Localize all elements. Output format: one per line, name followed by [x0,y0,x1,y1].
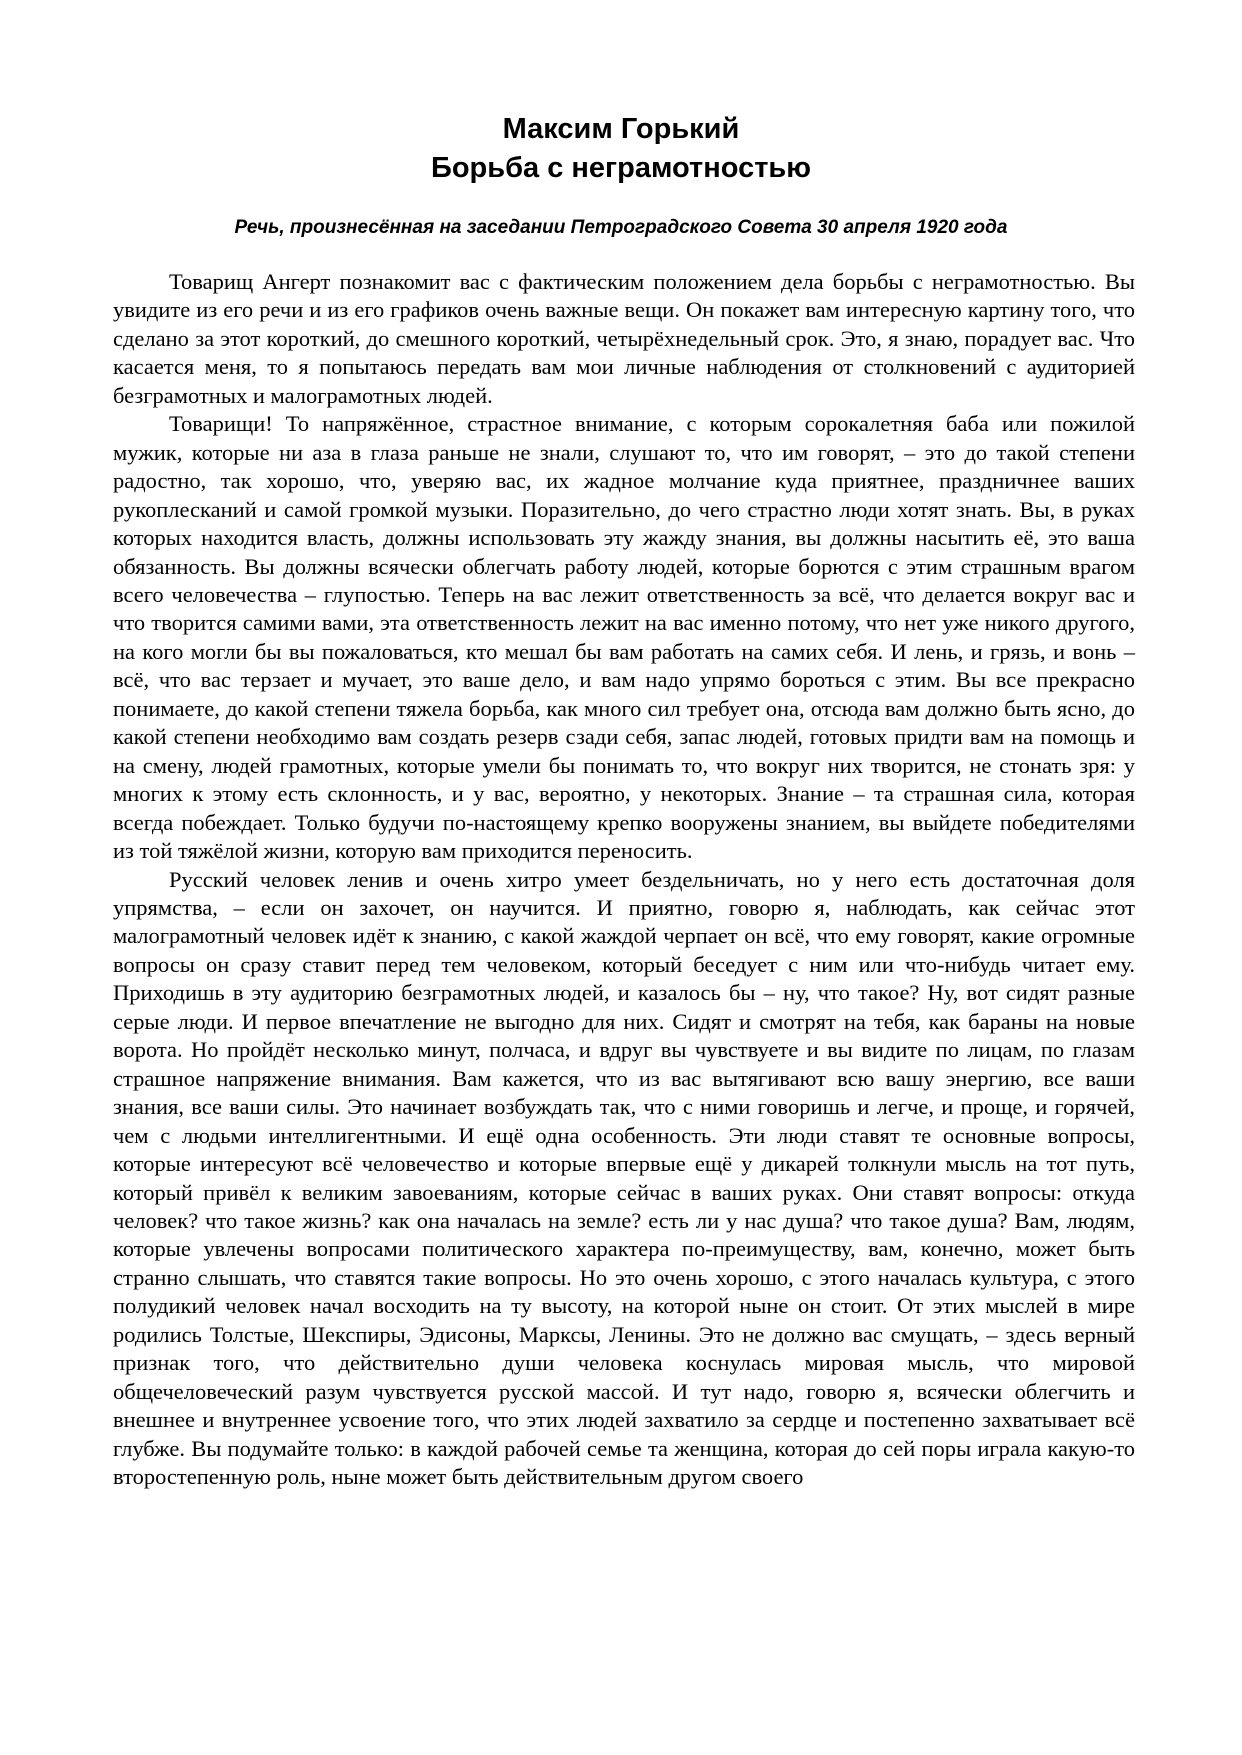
author-name: Максим Горький [502,113,740,145]
document-body [113,268,1135,1491]
paragraph-3: Русский человек ленив и очень хитро умеет бездельничать, но у него есть достаточная доля упрямства, – если он захочет, он научится. И приятно, говорю я, наблюдать, как сейчас этот малограмотный человек идёт к знанию, с какой жаждой черпает он всё, что ему говорят, какие огромные вопросы он сразу ставит перед тем человеком, который беседует с ним или что-нибудь читает ему. Приходишь в эту аудиторию безграмотных людей, и казалось бы – ну, что такое? Ну, вот сидят разные серые люди. И первое впечатление не выгодно для них. Сидят и смотрят на тебя, как бараны на новые ворота. Но пройдёт несколько минут, полчаса, и вдруг вы чувствуете и вы видите по лицам, по глазам страшное напряжение внимания. Вам кажется, что из вас вытягивают всю вашу энергию, все ваши знания, все ваши силы. Это начинает возбуждать так, что с ними говоришь и легче, и проще, и горячей, чем с людьми интеллигентными. И ещё одна особенность. Эти люди ставят те основные вопросы, которые интересуют всё человечество и которые впервые ещё у дикарей толкнули мысль на тот путь, который привёл к великим завоеваниям, которые сейчас в ваших руках. Они ставят вопросы: откуда человек? что такое жизнь? как она началась на земле? есть ли у нас душа? что такое душа? Вам, людям, которые увлечены вопросами политического характера по-преимуществу, вам, конечно, может быть странно слышать, что ставятся такие вопросы. Но это очень хорошо, с этого началась культура, с этого полудикий человек начал восходить на ту высоту, на которой ныне он стоит. От этих мыслей в мире родились Толстые, Шекспиры, Эдисоны, Марксы, Ленины. Это не должно вас смущать, – здесь верный признак того, что действительно души человека коснулась мировая мысль, что мировой общечеловеческий разум чувствуется русской массой. И тут надо, говорю я, всячески облегчить и внешнее и внутреннее усвоение того, что этих людей захватило за сердце и постепенно захватывает всё глубже. Вы подумайте только: в каждой рабочей семье та женщина, которая до сей поры играла какую-то второстепенную роль, ныне может быть действительным другом своего [113,866,1135,1490]
paragraph-1: Товарищ Ангерт познакомит вас с фактическим положением дела борьбы с неграмотностью. Вы увидите из его речи и из его графиков очень важные вещи. Он покажет вам интересную картину того, что сделано за этот короткий, до смешного короткий, четырёхнедельный срок. Это, я знаю, порадует вас. Что касается меня, то я попытаюсь передать вам мои личные наблюдения от столкновений с аудиторией безграмотных и малограмотных людей. [113,269,1135,408]
paragraph-2: Товарищи! То напряжённое, страстное внимание, с которым сорокалетняя баба или пожилой мужик, которые ни аза в глаза раньше не знали, слушают то, что им говорят, – это до такой степени радостно, так хорошо, что, уверяю вас, их жадное молчание куда приятнее, праздничнее ваших рукоплесканий и самой громкой музыки. Поразительно, до чего страстно люди хотят знать. Вы, в руках которых находится власть, должны использовать эту жажду знания, вы должны насытить её, это ваша обязанность. Вы должны всячески облегчать работу людей, которые борются с этим страшным врагом всего человечества – глупостью. Теперь на вас лежит ответственность за всё, что делается вокруг вас и что творится самими вами, эта ответственность лежит на вас именно потому, что нет уже никого другого, на кого могли бы вы пожаловаться, кто мешал бы вам работать на самих себя. И лень, и грязь, и вонь – всё, что вас терзает и мучает, это ваше дело, и вам надо упрямо бороться с этим. Вы все прекрасно понимаете, до какой степени тяжела борьба, как много сил требует она, отсюда вам должно быть ясно, до какой степени необходимо вам создать резерв сзади себя, запас людей, готовых придти вам на помощь и на смену, людей грамотных, которые умели бы понимать то, что вокруг них творится, не стонать зря: у многих к этому есть склонность, и у вас, вероятно, у некоторых. Знание – та страшная сила, которая всегда побеждает. Только будучи по-настоящему крепко вооружены знанием, вы выйдете победителями из той тяжёлой жизни, которую вам приходится переносить. [113,411,1135,864]
document-title: Борьба с неграмотностью [431,152,811,184]
document-subtitle: Речь, произнесённая на заседании Петроградского Совета 30 апреля 1920 года [234,217,1008,238]
